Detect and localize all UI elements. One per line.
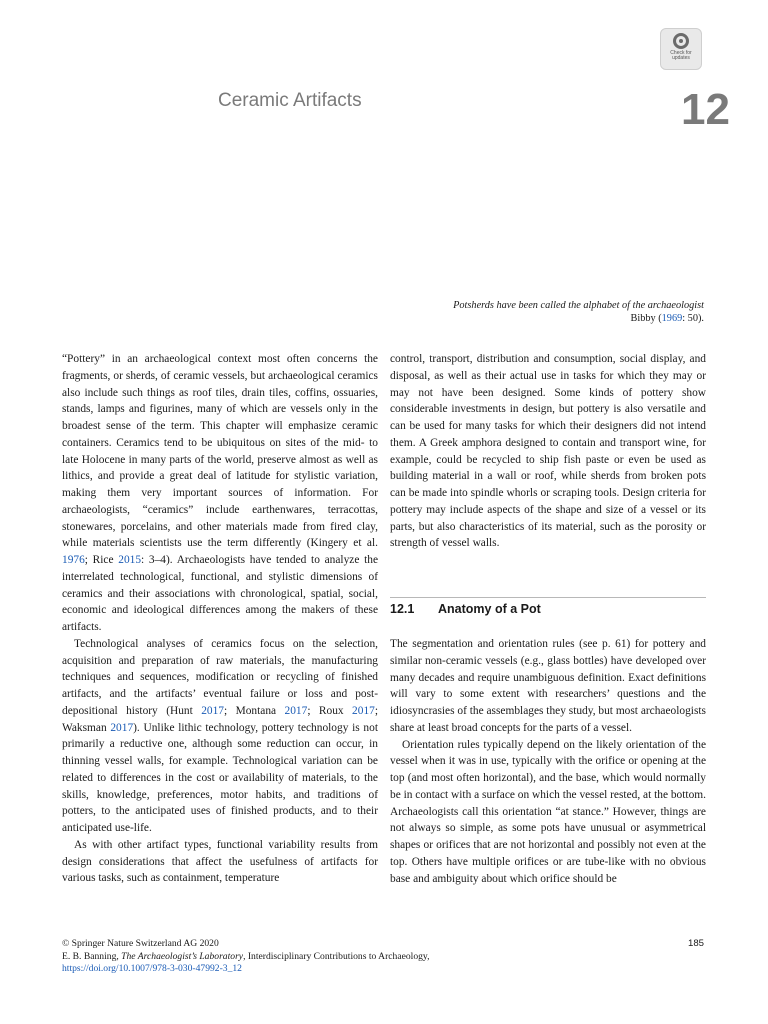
section-heading: [390, 602, 541, 616]
page-footer: [62, 938, 429, 976]
epigraph-quote: Potsherds have been called the alphabet of the archaeologist: [453, 300, 704, 311]
book-reference: E. B. Banning, The Archaeologist’s Laboratory, Interdisciplinary Contributions to Archaeology,: [62, 950, 430, 962]
paragraph: control, transport, distribution and consumption, social display, and disposal, as well as their actual use in tasks for which they may or may not have been designed. Some kinds of pottery show considerable investments in design, but pottery is also versatile and can be used for many tasks for which their designers did not intend them. A Greek amphora designed to contain and transport wine, for example, could be recycled to ship fish paste or even be used as building material in a wall or roof, while sherds from broken pots can be made into spindle whorls or scraping tools. Design criteria for pottery may include aspects of the shape and size of a vessel or its parts, but also characteristics of its material, such as the porosity or strength of vessel walls.: [390, 353, 706, 550]
citation-link[interactable]: 2017: [110, 721, 134, 734]
page-number: 185: [687, 938, 704, 949]
citation-link[interactable]: 2017: [284, 704, 308, 717]
paragraph: The segmentation and orientation rules (see p. 61) for pottery and similar non-ceramic vessels (e.g., glass bottles) have developed over many decades and require unambiguous definition. Exact definitions will vary to some extent with researchers’ questions and the idiosyncrasies of the assemblages they study, but most archaeologists share at least broad concepts for the parts of a vessel.: [390, 638, 706, 734]
copyright-line: © Springer Nature Switzerland AG 2020: [62, 938, 219, 949]
section-divider: [390, 597, 706, 598]
paragraph: As with other artifact types, functional variability results from design considerations that affect the usefulness of artifacts for various tasks, such as containment, temperature: [62, 838, 378, 885]
citation-link[interactable]: 2017: [352, 704, 375, 717]
citation-link[interactable]: 1969: [661, 313, 683, 324]
section-number: 12.1: [390, 602, 415, 616]
epigraph-attribution: Bibby (1969: 50).: [630, 313, 704, 324]
chapter-title: Ceramic Artifacts: [218, 90, 362, 111]
citation-link[interactable]: 1976: [62, 554, 85, 566]
paragraph: Orientation rules typically depend on the likely orientation of the vessel when it was in use, typically with the orifice or opening at the top (and most often horizontal), and the base, which would normally be in contact with a surface on which the vessel rested, at the bottom. Archaeologists call this orientation “at stance.” However, things are not always so simple, as some pots have unusual or asymmetrical shapes or orifices that are not horizontal and possibly not even at the top. Others have multiple orifices or are tube-like with no obvious base and ambiguity about which orifice should be: [390, 738, 706, 885]
doi-link[interactable]: https://doi.org/10.1007/978-3-030-47992-3_12: [62, 963, 242, 974]
check-updates-icon: [673, 33, 689, 49]
paragraph: “Pottery” in an archaeological context most often concerns the fragments, or sherds, of ceramic vessels, but archaeological ceramics also include such things as roof tiles, drain tiles, coffins, ossuaries, stands, lamps and figurines, many of which are vessels only in the broadest sense of the term. This chapter will emphasize ceramic containers. Ceramics tend to be ubiquitous on sites of the mid- to late Holocene in many parts of the world, preserve almost as well as lithics, and provide a great deal of latitude for stylistic variation, making them very important sources of information. For archaeologists, “ceramics” include earthenwares, terracottas, stonewares, porcelains, and other materials made from fired clay, while materials scientists use the term differently (Kingery et al. 1976; Rice 2015: 3–4). Archaeologists have tended to analyze the interrelated technological, functional, and stylistic dimensions of ceramics and their associations with chronological, spatial, social, economic and ideological differences among the makers of these artifacts.: [62, 353, 379, 633]
check-for-updates-badge[interactable]: [660, 28, 702, 70]
citation-link[interactable]: 2015: [118, 554, 142, 566]
badge-text: Check for updates: [670, 50, 692, 61]
paragraph: Technological analyses of ceramics focus on the selection, acquisition and preparation of raw materials, the manufacturing techniques and sequences, modification or recycling of finished artifacts, and the artifacts’ eventual failure or loss and post-depositional history (Hunt 2017; Montana 2017; Roux 2017; Waksman 2017). Unlike lithic technology, pottery technology is not primarily a reductive one, although some reduction can occur, in thinning vessel walls, for example. Technological variation can be related to differences in the cost or availability of materials, to the skills, knowledge, preferences, motor habits, and traditions of potters, to the anticipated uses of finished products, and to their anticipated use-life.: [62, 637, 378, 834]
epigraph: [453, 299, 704, 325]
chapter-number: 12: [681, 85, 730, 134]
right-column: [390, 351, 706, 552]
section-body: [390, 636, 706, 887]
citation-link[interactable]: 2017: [201, 704, 224, 717]
section-title: Anatomy of a Pot: [438, 602, 541, 616]
left-column: [62, 351, 378, 887]
